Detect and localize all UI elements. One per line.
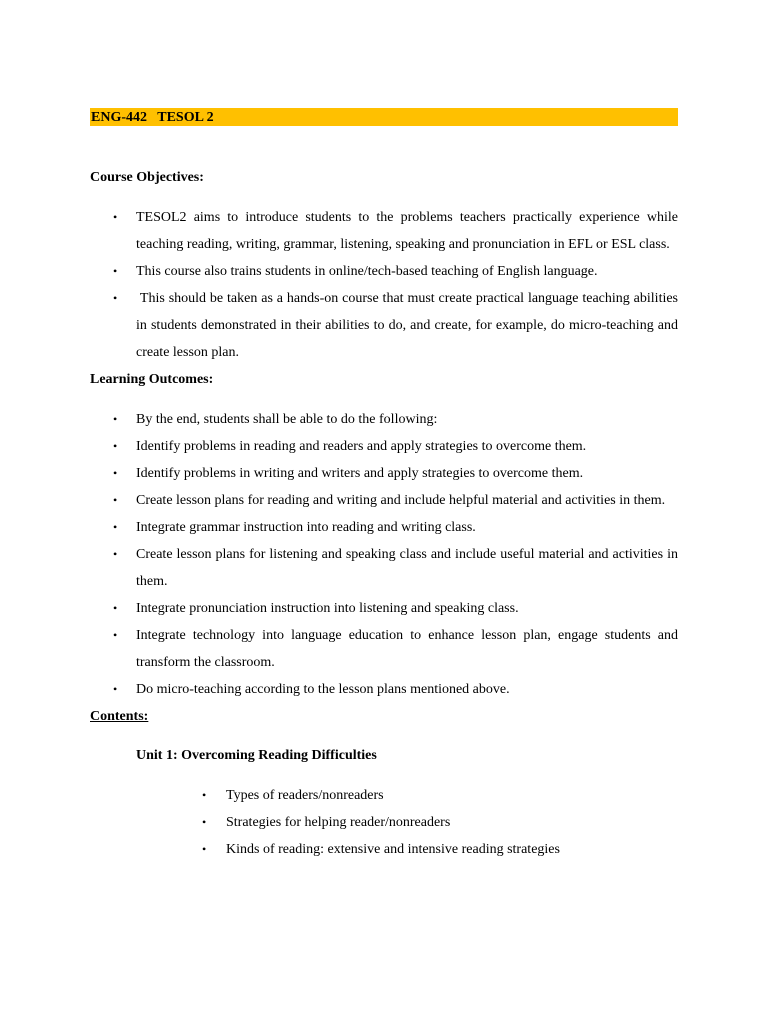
bullet-icon: • [202,815,207,829]
bullet-icon: • [113,520,118,534]
bullet-icon: • [113,493,118,507]
list-item: • Strategies for helping reader/nonreaders [90,809,678,836]
bullet-icon: • [202,788,207,802]
learning-outcomes-heading: Learning Outcomes: [90,372,214,387]
bullet-icon: • [113,412,118,426]
bullet-icon: • [113,547,118,561]
bullet-icon: • [113,264,118,278]
objectives-list [90,204,682,366]
list-item: • Do micro-teaching according to the lesson plans mentioned above. [90,676,678,703]
bullet-icon: • [113,210,118,224]
list-item: • Create lesson plans for reading and writing and include helpful material and activities in them. [90,487,678,514]
list-item: • Identify problems in writing and writers and apply strategies to overcome them. [90,460,678,487]
unit-1-list [90,782,678,863]
list-item: • Integrate technology into language education to enhance lesson plan, engage students and transform the classroom. [90,622,678,676]
bullet-icon: • [113,682,118,696]
document-page [90,108,682,863]
bullet-icon: • [202,842,207,856]
bullet-icon: • [113,628,118,642]
list-item: • This should be taken as a hands-on course that must create practical language teaching abilities in students demonstrated in their abilities to do, and create, for example, do micro-teaching and create lesson plan. [90,285,678,366]
unit-1-title: Unit 1: Overcoming Reading Difficulties [136,748,377,763]
list-item: • This course also trains students in online/tech-based teaching of English language. [90,258,678,285]
bullet-icon: • [113,291,118,305]
list-item: • Integrate pronunciation instruction into listening and speaking class. [90,595,678,622]
list-item: • By the end, students shall be able to do the following: [90,406,678,433]
list-item: • Create lesson plans for listening and speaking class and include useful material and activities in them. [90,541,678,595]
bullet-icon: • [113,466,118,480]
course-title: ENG-442 TESOL 2 [90,108,678,126]
list-item: • Kinds of reading: extensive and intensive reading strategies [90,836,678,863]
list-item: • Types of readers/nonreaders [90,782,678,809]
bullet-icon: • [113,601,118,615]
list-item: • Identify problems in reading and readers and apply strategies to overcome them. [90,433,678,460]
bullet-icon: • [113,439,118,453]
outcomes-list [90,406,678,703]
contents-heading: Contents: [90,709,149,724]
list-item: • Integrate grammar instruction into reading and writing class. [90,514,678,541]
course-objectives-heading: Course Objectives: [90,170,204,185]
list-item: • TESOL2 aims to introduce students to the problems teachers practically experience while teaching reading, writing, grammar, listening, speaking and pronunciation in EFL or ESL class. [90,204,678,258]
